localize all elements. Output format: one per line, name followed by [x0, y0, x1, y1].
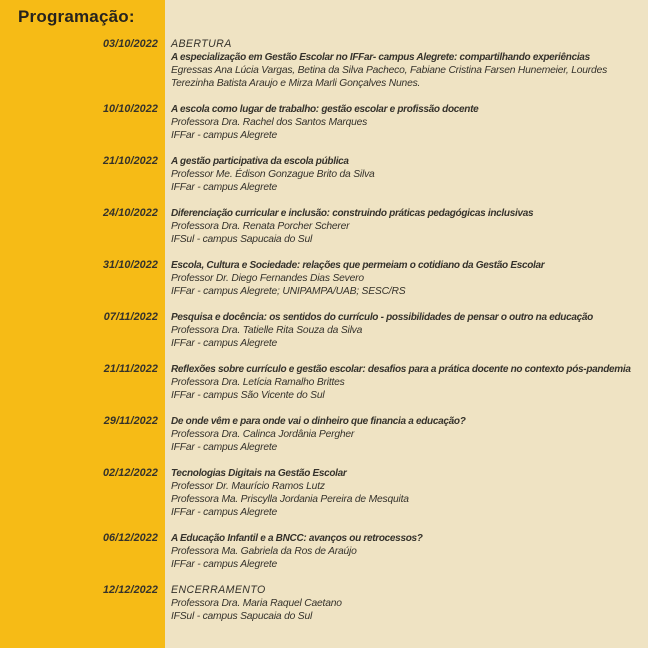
entry-date: 03/10/2022 [102, 38, 158, 50]
entry-detail: Professora Dra. Tatielle Rita Souza da Silva [171, 325, 363, 336]
entry-date: 21/11/2022 [103, 363, 158, 375]
entry-title: A Educação Infantil e a BNCC: avanços ou retrocessos? [171, 533, 423, 544]
entry-content [171, 207, 634, 246]
entry-date: 12/12/2022 [102, 584, 158, 596]
entry-title: Tecnologias Digitais na Gestão Escolar [171, 468, 347, 479]
entry-detail: IFFar - campus Alegrete [171, 182, 278, 193]
entry-detail: IFFar - campus Alegrete [171, 442, 278, 453]
entry-detail: IFFar - campus Alegrete [171, 507, 278, 518]
entry-kicker: ABERTURA [171, 38, 232, 50]
schedule-entry [0, 38, 634, 90]
entry-title: A escola como lugar de trabalho: gestão escolar e profissão docente [171, 104, 479, 115]
entry-date: 21/10/2022 [102, 155, 158, 167]
entry-date: 10/10/2022 [102, 103, 158, 115]
entry-content [171, 532, 634, 571]
entry-detail: IFFar - campus São Vicente do Sul [171, 390, 325, 401]
entry-content [171, 363, 634, 402]
entry-detail: Professora Dra. Calinca Jordânia Pergher [171, 429, 355, 440]
entry-detail: Professor Dr. Diego Fernandes Dias Severo [171, 273, 364, 284]
entry-detail: IFFar - campus Alegrete [171, 130, 278, 141]
entry-date: 24/10/2022 [102, 207, 158, 219]
entry-content [171, 103, 634, 142]
entry-title: Pesquisa e docência: os sentidos do currículo - possibilidades de pensar o outro na educação [171, 312, 593, 323]
entry-title: De onde vêm e para onde vai o dinheiro que financia a educação? [171, 416, 466, 427]
entry-content [171, 467, 634, 519]
schedule-entry [0, 207, 634, 246]
schedule-entry [0, 532, 634, 571]
entry-detail: Professora Dra. Renata Porcher Scherer [171, 221, 350, 232]
entry-content [171, 38, 634, 90]
entry-detail: Professora Dra. Letícia Ramalho Brittes [171, 377, 345, 388]
schedule-entry [0, 311, 634, 350]
entry-detail: Professora Dra. Rachel dos Santos Marques [171, 117, 368, 128]
entry-detail: IFFar - campus Alegrete [171, 338, 278, 349]
entry-content [171, 415, 634, 454]
entry-content [171, 584, 634, 623]
entry-date: 31/10/2022 [102, 259, 158, 271]
entry-date: 06/12/2022 [102, 532, 158, 544]
entry-title: A gestão participativa da escola pública [171, 156, 349, 167]
entry-detail: Egressas Ana Lúcia Vargas, Betina da Silva Pacheco, Fabiane Cristina Farsen Hunemeier, Lourdes Terezinha Batista Araujo e Mirza Marli Gonçalves Nunes. [171, 65, 608, 89]
schedule-entry [0, 103, 634, 142]
entry-date: 29/11/2022 [103, 415, 158, 427]
entry-detail: Professora Dra. Maria Raquel Caetano [171, 598, 342, 609]
entry-detail: IFFar - campus Alegrete; UNIPAMPA/UAB; SESC/RS [171, 286, 406, 297]
entry-content [171, 311, 634, 350]
entry-title: A especialização em Gestão Escolar no IFFar- campus Alegrete: compartilhando experiências [171, 52, 590, 63]
entry-detail: Professor Dr. Maurício Ramos Lutz [171, 481, 325, 492]
schedule-entry [0, 363, 634, 402]
schedule-entry [0, 415, 634, 454]
entry-date: 02/12/2022 [102, 467, 158, 479]
entry-date: 07/11/2022 [103, 311, 158, 323]
entry-content [171, 155, 634, 194]
page-title: Programação: [18, 7, 135, 26]
schedule-entry [0, 467, 634, 519]
entry-detail: IFFar - campus Alegrete [171, 559, 278, 570]
entry-detail: IFSul - campus Sapucaia do Sul [171, 611, 313, 622]
entry-kicker: ENCERRAMENTO [171, 584, 266, 596]
entry-detail: Professora Ma. Gabriela da Ros de Araújo [171, 546, 357, 557]
entry-title: Reflexões sobre currículo e gestão escolar: desafios para a prática docente no contexto pós-pandemia [171, 364, 631, 375]
schedule-entry [0, 584, 634, 623]
entry-detail: Professora Ma. Priscylla Jordania Pereira de Mesquita [171, 494, 409, 505]
entry-content [171, 259, 634, 298]
schedule-list [0, 38, 634, 623]
entry-detail: IFSul - campus Sapucaia do Sul [171, 234, 313, 245]
entry-title: Escola, Cultura e Sociedade: relações que permeiam o cotidiano da Gestão Escolar [171, 260, 545, 271]
schedule-entry [0, 155, 634, 194]
entry-title: Diferenciação curricular e inclusão: construindo práticas pedagógicas inclusivas [171, 208, 534, 219]
schedule-entry [0, 259, 634, 298]
entry-detail: Professor Me. Édison Gonzague Brito da Silva [171, 169, 375, 180]
